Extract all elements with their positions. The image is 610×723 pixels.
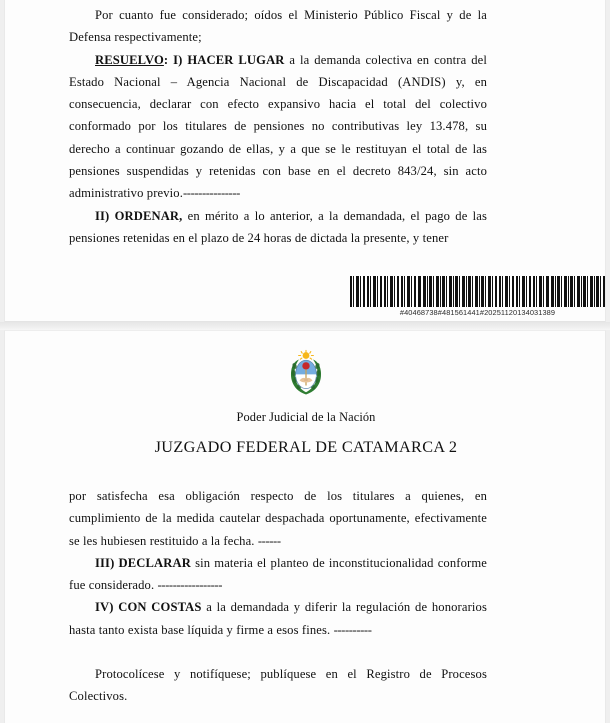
paragraph-spacer — [69, 641, 487, 663]
paragraph-protocolicese — [69, 663, 487, 708]
page-1-text-column — [69, 4, 487, 249]
item-i-heading: : I) HACER LUGAR — [163, 52, 285, 67]
filler-dashes: ----------------- — [157, 578, 223, 593]
item-ii-heading: II) ORDENAR, — [95, 208, 183, 223]
item-iv-heading: IV) CON COSTAS — [95, 600, 202, 615]
text-run: a la demandada y diferir la regulación de honorarios hasta tanto exista base líquida y firme a esos fines. — [69, 600, 487, 637]
page-separator — [0, 322, 610, 330]
barcode-value-text: #40468738#481561441#20251120134031389 — [399, 308, 556, 317]
paragraph-ordenar-ii — [69, 205, 487, 250]
barcode-segment — [350, 276, 420, 307]
page-2-text-column — [69, 485, 487, 708]
barcode-segment — [548, 276, 605, 307]
court-name: JUZGADO FEDERAL DE CATAMARCA 2 — [154, 438, 458, 456]
text-run: a la demanda colectiva en contra del Estado Nacional – Agencia Nacional de Discapacidad (ANDIS) y, en consecuencia, declarar con efecto expansivo hacia el total del colectivo conformado por los titulares de pensiones no contributivas ley 13.478, su derecho a continuar gozando de ellas, y a que se le restituyan el total de las pensiones suspendidas y retenidas con base en el decreto 843/24, sin acto administrativo previo. — [69, 52, 487, 201]
paragraph-considerandos — [69, 4, 487, 49]
filler-dashes: --------------- — [183, 186, 240, 201]
text-run: Por cuanto fue considerado; oídos el Ministerio Público Fiscal y de la Defensa respectivamente; — [69, 8, 487, 45]
paragraph-continuation — [69, 485, 487, 552]
filler-dashes: ---------- — [333, 622, 372, 637]
document-page-2 — [4, 330, 606, 723]
item-iii-heading: III) DECLARAR — [95, 555, 191, 570]
text-run: sin materia el planteo de inconstitucionalidad conforme fue considerado. — [69, 555, 487, 593]
document-page-1 — [4, 0, 606, 322]
paragraph-resuelvo-i — [69, 49, 487, 205]
paragraph-declarar-iii — [69, 552, 487, 597]
paragraph-con-costas-iv — [69, 596, 487, 641]
barcode-segment — [482, 276, 548, 307]
resuelvo-heading: RESUELVO — [95, 52, 164, 67]
letterhead — [5, 349, 606, 457]
barcode-bars — [350, 276, 605, 307]
text-run: en mérito a lo anterior, a la demandada, el pago de las pensiones retenidas en el plazo de 24 horas de dictada la presente, y tener — [69, 208, 487, 245]
text-run: Protocolícese y notifíquese; publíquese en el Registro de Procesos Colectivos. — [69, 667, 487, 704]
text-run: por satisfecha esa obligación respecto de los titulares a quienes, en cumplimiento de la medida cautelar despachada oportunamente, efectivamente se les hubiesen restituido a la fecha. — [69, 489, 487, 548]
organization-name: Poder Judicial de la Nación — [236, 410, 376, 424]
document-barcode — [350, 276, 605, 317]
argentina-coat-of-arms-icon — [284, 349, 328, 399]
filler-dashes: ------ — [257, 533, 281, 548]
barcode-segment — [420, 276, 482, 307]
